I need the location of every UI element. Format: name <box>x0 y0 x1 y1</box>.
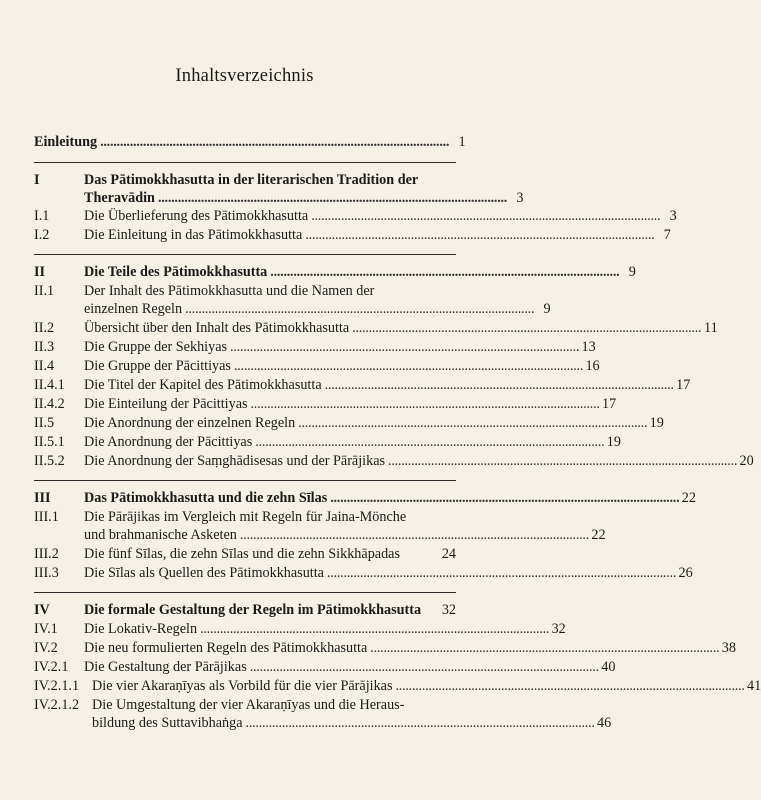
toc-entry-number: III <box>34 490 51 506</box>
toc-entry-title: Die Anordnung der einzelnen Regeln <box>84 415 296 431</box>
toc-entry-title: Die neu formulierten Regeln des Pātimokkhasutta <box>84 640 368 656</box>
dot-leader <box>185 300 533 318</box>
dot-leader <box>388 452 736 470</box>
dot-leader <box>327 564 675 582</box>
toc-page-number: 19 <box>649 415 664 431</box>
toc-entry-title: Die Umgestaltung der vier Akaraṇīyas und die Heraus- <box>92 697 405 713</box>
toc-page-number: 16 <box>585 358 600 374</box>
dot-leader <box>246 714 594 732</box>
dot-leader <box>352 319 700 337</box>
toc-entry-1-2 <box>34 226 671 244</box>
dot-leader <box>370 639 718 657</box>
dot-leader <box>100 133 448 151</box>
toc-page-number: 17 <box>602 396 617 412</box>
toc-entry-4-1 <box>34 620 566 638</box>
toc-page-number: 19 <box>606 434 621 450</box>
toc-page-number: 26 <box>678 565 693 581</box>
dot-leader <box>158 189 506 207</box>
toc-entry-number: II.4.1 <box>34 377 65 393</box>
toc-page-number: 3 <box>669 208 677 224</box>
toc-entry-title-continued: Theravādin <box>84 190 155 206</box>
toc-entry-title: Die Anordnung der Pācittiyas <box>84 434 253 450</box>
section-divider <box>34 254 456 255</box>
dot-leader <box>298 414 646 432</box>
toc-entry-title: Die Gestaltung der Pārājikas <box>84 659 247 675</box>
toc-entry-2-4 <box>34 357 600 375</box>
dot-leader <box>395 677 743 695</box>
toc-page-number: 41 <box>746 678 761 694</box>
toc-page-number: 24 <box>441 546 456 562</box>
dot-leader <box>230 338 578 356</box>
toc-entry-number: III.2 <box>34 546 59 562</box>
toc-entry-2-5-2 <box>34 452 754 470</box>
toc-entry-title: Die Anordnung der Saṃghādisesas und der Pārājikas <box>84 453 386 469</box>
toc-page-number: 38 <box>721 640 736 656</box>
toc-entry-title: Die Gruppe der Sekhiyas <box>84 339 228 355</box>
toc-entry-number: II.4 <box>34 358 55 374</box>
toc-entry-title: Die Titel der Kapitel des Pātimokkhasutta <box>84 377 322 393</box>
toc-entry-title: Die fünf Sīlas, die zehn Sīlas und die zehn Sikkhāpadas <box>84 546 400 562</box>
toc-entry-number: I.1 <box>34 208 50 224</box>
toc-entry-title-continued: bildung des Suttavibhaṅga <box>92 715 243 731</box>
toc-page-number: 1 <box>458 134 466 150</box>
dot-leader <box>251 395 599 413</box>
toc-entry-number: III.3 <box>34 565 59 581</box>
toc-entry-title-continued: einzelnen Regeln <box>84 301 183 317</box>
toc-entry-number: II.5.1 <box>34 434 65 450</box>
toc-entry-chapter-3 <box>34 489 696 507</box>
toc-entry-title: Der Inhalt des Pātimokkhasutta und die Namen der <box>84 283 375 299</box>
toc-entry-number: III.1 <box>34 509 59 525</box>
toc-page-number: 20 <box>739 453 754 469</box>
dot-leader <box>305 226 653 244</box>
toc-entry-title: Die Pārājikas im Vergleich mit Regeln für Jaina-Mönche <box>84 509 407 525</box>
toc-entry-2-5 <box>34 414 664 432</box>
section-divider <box>34 480 456 481</box>
dot-leader <box>200 620 548 638</box>
toc-page-number: 11 <box>704 320 718 336</box>
toc-entry-title: Die vier Akaraṇīyas als Vorbild für die vier Pārājikas <box>92 678 393 694</box>
toc-entry-title: Das Pātimokkhasutta und die zehn Sīlas <box>84 490 328 506</box>
toc-entry-title: Einleitung <box>34 134 98 150</box>
page-title: Inhaltsverzeichnis <box>175 66 314 86</box>
toc-entry-3-1 <box>34 508 606 544</box>
toc-entry-title-continued: und brahmanische Asketen <box>84 527 237 543</box>
toc-entry-chapter-1 <box>34 171 524 207</box>
toc-entry-4-2 <box>34 639 736 657</box>
toc-page-number: 46 <box>597 715 612 731</box>
toc-entry-2-1 <box>34 282 551 318</box>
toc-entry-3-2 <box>34 545 456 563</box>
toc-entry-number: IV.2 <box>34 640 58 656</box>
toc-page-number: 7 <box>663 227 671 243</box>
toc-entry-title: Die Einteilung der Pācittiyas <box>84 396 248 412</box>
toc-entry-title: Die Sīlas als Quellen des Pātimokkhasutta <box>84 565 324 581</box>
toc-page-number: 9 <box>543 301 551 317</box>
toc-entry-3-3 <box>34 564 693 582</box>
toc-entry-chapter-2 <box>34 263 636 281</box>
toc-entry-number: IV <box>34 602 50 618</box>
toc-entry-number: II <box>34 264 46 280</box>
toc-entry-2-4-1 <box>34 376 691 394</box>
dot-leader <box>255 433 603 451</box>
toc-page-number: 22 <box>681 490 696 506</box>
toc-entry-number: II.2 <box>34 320 55 336</box>
section-divider <box>34 162 456 163</box>
toc-entry-number: IV.1 <box>34 621 58 637</box>
toc-entry-number: IV.2.1 <box>34 659 69 675</box>
toc-page-number: 17 <box>676 377 691 393</box>
toc-entry-number: II.3 <box>34 339 55 355</box>
dot-leader <box>240 526 588 544</box>
toc-entry-number: IV.2.1.1 <box>34 678 80 694</box>
toc-entry-chapter-4 <box>34 601 456 619</box>
toc-entry-title: Das Pātimokkhasutta in der literarischen Tradition der <box>84 172 419 188</box>
toc-entry-2-4-2 <box>34 395 617 413</box>
toc-entry-title: Übersicht über den Inhalt des Pātimokkhasutta <box>84 320 350 336</box>
dot-leader <box>234 357 582 375</box>
toc-page-number: 9 <box>628 264 636 280</box>
toc-page-number: 22 <box>591 527 606 543</box>
section-divider <box>34 592 456 593</box>
toc-entry-title: Die Teile des Pātimokkhasutta <box>84 264 268 280</box>
toc-page-number: 32 <box>441 602 456 618</box>
toc-entry-title: Die formale Gestaltung der Regeln im Pātimokkhasutta <box>84 602 422 618</box>
dot-leader <box>325 376 673 394</box>
dot-leader <box>330 489 678 507</box>
toc-entry-title: Die Gruppe der Pācittiyas <box>84 358 231 374</box>
toc-entry-4-2-1-2 <box>34 696 612 732</box>
toc-page-number: 3 <box>516 190 524 206</box>
toc-entry-number: I <box>34 172 40 188</box>
toc-entry-number: II.4.2 <box>34 396 65 412</box>
toc-entry-2-2 <box>34 319 718 337</box>
toc-page-number: 13 <box>581 339 596 355</box>
dot-leader <box>270 263 618 281</box>
toc-entry-1-1 <box>34 207 677 225</box>
toc-entry-title: Die Überlieferung des Pātimokkhasutta <box>84 208 309 224</box>
toc-entry-number: IV.2.1.2 <box>34 697 80 713</box>
dot-leader <box>250 658 598 676</box>
toc-entry-title: Die Einleitung in das Pātimokkhasutta <box>84 227 303 243</box>
toc-entry-2-3 <box>34 338 596 356</box>
toc-entry-number: I.2 <box>34 227 50 243</box>
toc-entry-4-2-1-1 <box>34 677 761 695</box>
toc-entry-4-2-1 <box>34 658 616 676</box>
toc-entry-number: II.5.2 <box>34 453 65 469</box>
toc-entry-einleitung <box>34 133 466 151</box>
toc-entry-number: II.1 <box>34 283 55 299</box>
dot-leader <box>311 207 659 225</box>
toc-page-number: 40 <box>601 659 616 675</box>
toc-entry-title: Die Lokativ-Regeln <box>84 621 198 637</box>
toc-entry-2-5-1 <box>34 433 621 451</box>
toc-page-number: 32 <box>551 621 566 637</box>
toc-entry-number: II.5 <box>34 415 55 431</box>
